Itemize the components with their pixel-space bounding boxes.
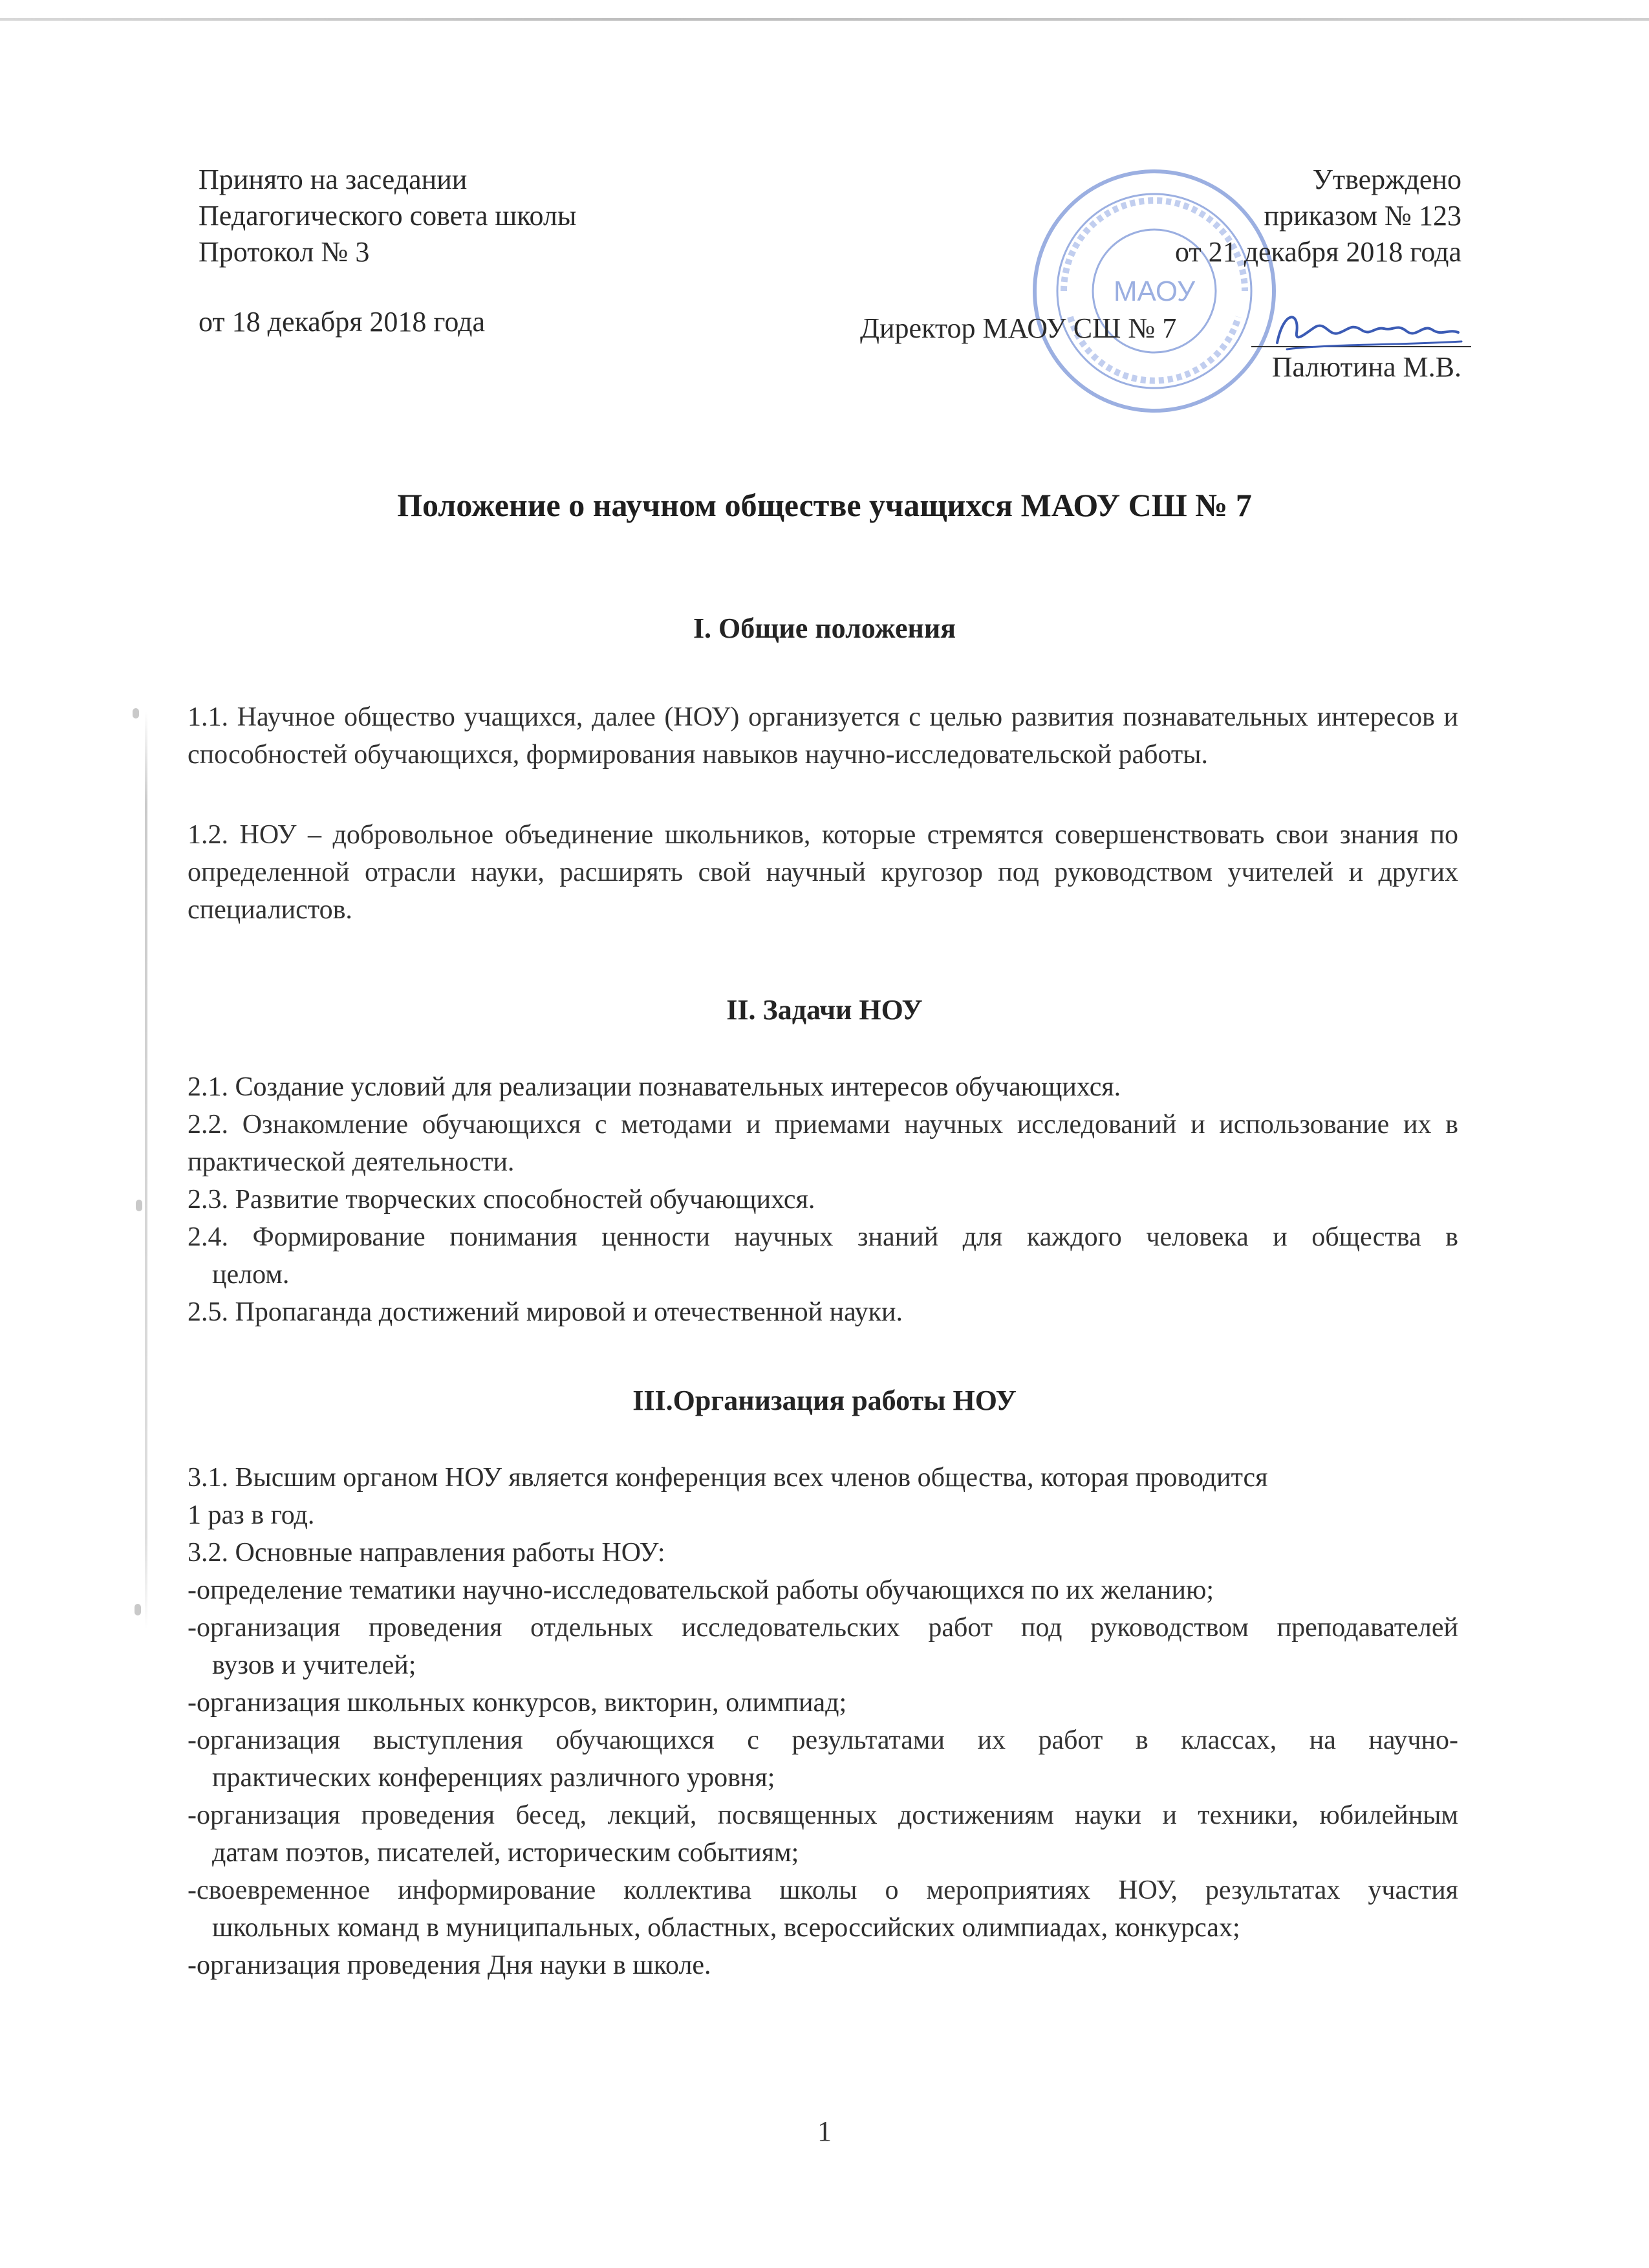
section-title-organization: III.Организация работы НОУ xyxy=(632,1385,1017,1416)
scan-edge xyxy=(0,18,1649,21)
org-list-item: -организация школьных конкурсов, викторин, олимпиад; xyxy=(188,1688,847,1718)
org-item: 3.1. Высшим органом НОУ является конференция всех членов общества, которая проводится xyxy=(188,1463,1268,1493)
org-list-item-continuation: школьных команд в муниципальных, областных, всероссийских олимпиадах, конкурсах; xyxy=(212,1913,1240,1943)
section-title-general: I. Общие положения xyxy=(693,612,956,644)
adoption-line-1: Принято на заседании xyxy=(199,164,468,195)
document-title: Положение о научном обществе учащихся МАОУ СШ № 7 xyxy=(397,487,1252,523)
seal-label: МАОУ xyxy=(1113,275,1196,307)
page-number: 1 xyxy=(817,2115,832,2147)
punch-mark xyxy=(133,708,139,718)
adoption-date: от 18 декабря 2018 года xyxy=(199,306,486,338)
approval-line-2: приказом № 123 xyxy=(1264,200,1461,232)
adoption-line-3: Протокол № 3 xyxy=(199,236,370,268)
punch-mark xyxy=(135,1604,141,1615)
org-list-item: -организация проведения отдельных исследовательских работ под руководством преподавателей xyxy=(188,1613,1458,1643)
org-list-item: -своевременное информирование коллектива школы о мероприятиях НОУ, результатах участия xyxy=(188,1875,1458,1905)
org-list-item-continuation: практических конференциях различного уровня; xyxy=(212,1763,775,1793)
punch-mark xyxy=(136,1200,142,1211)
task-item: 2.5. Пропаганда достижений мировой и отечественной науки. xyxy=(188,1297,903,1327)
org-list-item: -определение тематики научно-исследовательской работы обучающихся по их желанию; xyxy=(188,1575,1214,1605)
org-item: 1 раз в год. xyxy=(188,1500,315,1530)
org-list-item-continuation: вузов и учителей; xyxy=(212,1650,416,1680)
org-list-item: -организация выступления обучающихся с результатами их работ в классах, на научно- xyxy=(188,1725,1458,1755)
signature xyxy=(1264,304,1471,356)
binding-shadow xyxy=(145,711,147,1630)
task-item: 2.1. Создание условий для реализации познавательных интересов обучающихся. xyxy=(188,1072,1121,1102)
paragraph-1-1: 1.1. Научное общество учащихся, далее (НОУ) организуется с целью развития познавательных интересов и способностей обучающихся, формирования навыков научно-исследовательской работы. xyxy=(188,702,1458,770)
task-item: 2.4. Формирование понимания ценности научных знаний для каждого человека и общества в xyxy=(188,1222,1458,1252)
org-item: 3.2. Основные направления работы НОУ: xyxy=(188,1538,665,1568)
adoption-block xyxy=(199,162,576,340)
adoption-line-2: Педагогического совета школы xyxy=(199,200,577,232)
approval-line-1: Утверждено xyxy=(1312,164,1461,195)
org-list-item-continuation: датам поэтов, писателей, историческим событиям; xyxy=(212,1838,799,1868)
approval-block xyxy=(1175,162,1461,270)
task-item: 2.3. Развитие творческих способностей обучающихся. xyxy=(188,1185,815,1215)
director-title: Директор МАОУ СШ № 7 xyxy=(860,312,1177,344)
section-title-tasks: II. Задачи НОУ xyxy=(726,994,923,1026)
org-list-item: -организация проведения бесед, лекций, посвященных достижениям науки и техники, юбилейным xyxy=(188,1800,1458,1830)
task-item-continuation: целом. xyxy=(212,1260,290,1290)
paragraph-1-2: 1.2. НОУ – добровольное объединение школьников, которые стремятся совершенствовать свои знания по определенной отрасли науки, расширять свой научный кругозор под руководством учителей и других специалистов. xyxy=(188,820,1458,925)
approval-line-3: от 21 декабря 2018 года xyxy=(1174,236,1461,268)
task-item: 2.2. Ознакомление обучающихся с методами и приемами научных исследований и использование их в практической деятельности. xyxy=(188,1110,1458,1177)
director-name: Палютина М.В. xyxy=(1271,351,1461,383)
org-list-item: -организация проведения Дня науки в школе. xyxy=(188,1950,711,1980)
